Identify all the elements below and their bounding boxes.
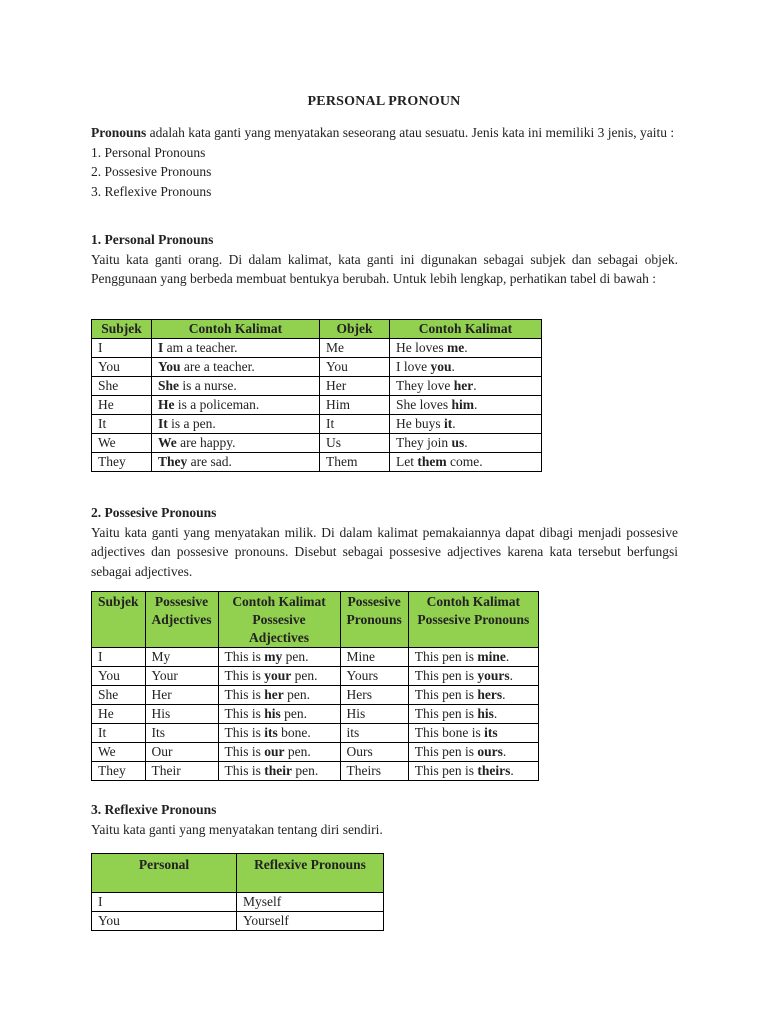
table-cell <box>408 648 538 667</box>
table-cell <box>340 743 408 762</box>
table-cell <box>320 396 390 415</box>
table-cell <box>145 705 218 724</box>
section3-heading: 3. Reflexive Pronouns <box>91 802 217 817</box>
table-cell <box>340 724 408 743</box>
table-cell <box>145 667 218 686</box>
cell-text: This is <box>224 649 265 664</box>
table-header-cell: Reflexive Pronouns <box>237 854 384 893</box>
bold-text: You <box>158 359 181 374</box>
intro-lead-text: adalah kata ganti yang menyatakan seseorang atau sesuatu. Jenis kata ini memiliki 3 jenis, yaitu : <box>146 125 675 140</box>
table-header-cell: Possesive Adjectives <box>145 592 218 648</box>
table-row <box>92 705 539 724</box>
table-row <box>92 667 539 686</box>
cell-text: I <box>98 649 103 664</box>
table-cell <box>152 358 320 377</box>
cell-text: She <box>98 378 119 393</box>
table-row <box>92 453 542 472</box>
cell-text: Hers <box>346 687 373 702</box>
section2-text: Yaitu kata ganti yang menyatakan milik. Di dalam kalimat pemakaiannya dapat dibagi menjadi possesive adjectives dan possesive pronouns. Disebut sebagai possesive adjectives karena kata tersebut berfungsi sebagai adjectives. <box>91 524 678 579</box>
cell-text: Its <box>151 725 166 740</box>
cell-text: They <box>98 763 126 778</box>
cell-text: He buys <box>396 416 444 431</box>
table-cell <box>408 705 538 724</box>
table-cell <box>218 724 340 743</box>
table-row <box>92 743 539 762</box>
table-row <box>92 358 542 377</box>
personal-pronouns-table <box>91 319 542 472</box>
cell-text: You <box>98 668 120 683</box>
cell-text: . <box>474 397 478 412</box>
table-cell <box>408 743 538 762</box>
bold-text: us <box>451 435 465 450</box>
table-cell <box>92 724 146 743</box>
cell-text: You <box>326 359 348 374</box>
table-cell <box>340 762 408 781</box>
bold-text: ours <box>477 744 503 759</box>
table-cell <box>152 377 320 396</box>
cell-text: pen. <box>282 649 309 664</box>
table-cell <box>390 358 542 377</box>
table-cell <box>320 453 390 472</box>
cell-text: . <box>464 435 468 450</box>
bold-text: his <box>264 706 281 721</box>
bold-text: mine <box>477 649 506 664</box>
table-cell <box>92 434 152 453</box>
table-header-cell: Contoh Kalimat Possesive Adjectives <box>218 592 340 648</box>
table-cell <box>92 743 146 762</box>
table-cell <box>320 339 390 358</box>
cell-text: are a teacher. <box>180 359 255 374</box>
table-cell <box>390 434 542 453</box>
bold-text: him <box>451 397 475 412</box>
cell-text: . <box>502 687 506 702</box>
cell-text: Let <box>396 454 418 469</box>
cell-text: Their <box>151 763 181 778</box>
table-cell <box>320 415 390 434</box>
list-item: 3. Reflexive Pronouns <box>91 183 212 199</box>
cell-text: is a pen. <box>167 416 216 431</box>
cell-text: She loves <box>396 397 452 412</box>
cell-text: I <box>98 894 103 909</box>
cell-text: This is <box>224 763 265 778</box>
table-row <box>92 396 542 415</box>
cell-text: You <box>98 359 120 374</box>
table-header-row <box>92 592 539 648</box>
table-cell <box>340 667 408 686</box>
cell-text: Theirs <box>346 763 382 778</box>
bold-text: its <box>484 725 498 740</box>
cell-text: . <box>509 668 514 683</box>
cell-text: . <box>505 649 510 664</box>
table-cell <box>218 667 340 686</box>
bold-text: it <box>444 416 453 431</box>
table-header-cell: Contoh Kalimat Possesive Pronouns <box>408 592 538 648</box>
section2-heading: 2. Possesive Pronouns <box>91 505 217 520</box>
bold-text: their <box>264 763 293 778</box>
table-header-cell: Contoh Kalimat <box>390 320 542 339</box>
cell-text: its <box>346 725 360 740</box>
bold-text: me <box>447 340 465 355</box>
table-header-cell: Subjek <box>92 592 146 648</box>
table-cell <box>152 415 320 434</box>
table-row <box>92 415 542 434</box>
page-title: PERSONAL PRONOUN <box>307 94 461 109</box>
table-row <box>92 724 539 743</box>
cell-text: This is <box>224 744 265 759</box>
cell-text: His <box>151 706 171 721</box>
table-cell <box>390 339 542 358</box>
cell-text: We <box>98 435 116 450</box>
cell-text: Ours <box>346 744 373 759</box>
cell-text: It <box>326 416 335 431</box>
bold-text: We <box>158 435 177 450</box>
intro-block <box>91 123 678 201</box>
table-cell <box>218 743 340 762</box>
intro-lead-bold: Pronouns <box>91 125 147 140</box>
cell-text: pen. <box>284 744 311 759</box>
cell-text: . <box>510 763 514 778</box>
table-cell <box>145 686 218 705</box>
cell-text: This is <box>224 687 265 702</box>
cell-text: It <box>98 725 107 740</box>
bold-text: them <box>417 454 447 469</box>
bold-text: They <box>158 454 188 469</box>
cell-text: Her <box>326 378 347 393</box>
table-row <box>92 648 539 667</box>
cell-text: This is <box>224 725 265 740</box>
table-cell <box>390 396 542 415</box>
section1-text: Yaitu kata ganti orang. Di dalam kalimat, kata ganti ini digunakan sebagai subjek dan sebagai objek. Penggunaan yang berbeda membuat bentukya berubah. Untuk lebih lengkap, perhatikan tabel di bawah : <box>91 251 678 286</box>
bold-text: He <box>158 397 175 412</box>
table-cell <box>92 912 237 931</box>
bold-text: hers <box>477 687 503 702</box>
table-header-row <box>92 320 542 339</box>
cell-text: pen. <box>291 668 318 683</box>
cell-text: Yourself <box>243 913 289 928</box>
cell-text: are happy. <box>176 435 236 450</box>
cell-text: This pen is <box>414 706 478 721</box>
cell-text: His <box>346 706 366 721</box>
cell-text: am a teacher. <box>163 340 238 355</box>
cell-text: is a policeman. <box>174 397 260 412</box>
cell-text: My <box>151 649 171 664</box>
table-cell <box>340 648 408 667</box>
table-row <box>92 434 542 453</box>
cell-text: They join <box>396 435 452 450</box>
cell-text: Me <box>326 340 344 355</box>
table-row <box>92 339 542 358</box>
table-cell <box>92 667 146 686</box>
cell-text: . <box>473 378 477 393</box>
table-cell <box>320 434 390 453</box>
cell-text: This bone is <box>414 725 485 740</box>
table-cell <box>390 415 542 434</box>
cell-text: I love <box>396 359 431 374</box>
cell-text: pen. <box>292 763 319 778</box>
table-cell <box>390 453 542 472</box>
cell-text: This pen is <box>414 649 478 664</box>
cell-text: I <box>98 340 103 355</box>
bold-text: your <box>264 668 292 683</box>
section3-block <box>91 800 678 839</box>
table-cell <box>92 705 146 724</box>
bold-text: She <box>158 378 180 393</box>
table-cell <box>218 686 340 705</box>
table-cell <box>152 396 320 415</box>
bold-text: its <box>264 725 278 740</box>
cell-text: are sad. <box>187 454 232 469</box>
table-header-cell: Possesive Pronouns <box>340 592 408 648</box>
section1-heading: 1. Personal Pronouns <box>91 232 214 247</box>
table-cell <box>92 415 152 434</box>
intro-paragraph <box>91 123 678 143</box>
table-cell <box>145 724 218 743</box>
table-cell <box>145 743 218 762</box>
bold-text: It <box>158 416 168 431</box>
cell-text: Your <box>151 668 178 683</box>
table-cell <box>237 893 384 912</box>
list-item: 1. Personal Pronouns <box>91 144 206 160</box>
table-cell <box>408 724 538 743</box>
cell-text: pen. <box>280 706 308 721</box>
section2-block <box>91 503 678 581</box>
bold-text: you <box>430 359 452 374</box>
table-cell <box>92 358 152 377</box>
cell-text: Myself <box>243 894 282 909</box>
table-cell <box>237 912 384 931</box>
table-cell <box>408 686 538 705</box>
table-header-cell: Personal <box>92 854 237 893</box>
section3-text: Yaitu kata ganti yang menyatakan tentang diri sendiri. <box>91 821 383 837</box>
cell-text: They <box>98 454 126 469</box>
cell-text: Her <box>151 687 172 702</box>
table-cell <box>390 377 542 396</box>
cell-text: This pen is <box>414 763 478 778</box>
bold-text: theirs <box>477 763 511 778</box>
cell-text: He loves <box>396 340 447 355</box>
cell-text: Yours <box>346 668 379 683</box>
table-row <box>92 377 542 396</box>
table-cell <box>408 762 538 781</box>
section1-block <box>91 230 678 289</box>
bold-text: I <box>158 340 164 355</box>
table-cell <box>145 648 218 667</box>
cell-text: . <box>452 416 456 431</box>
cell-text: This pen is <box>414 744 478 759</box>
bold-text: her <box>453 378 474 393</box>
table-cell <box>218 648 340 667</box>
cell-text: come. <box>446 454 483 469</box>
table-cell <box>92 686 146 705</box>
cell-text: bone. <box>277 725 311 740</box>
cell-text: We <box>98 744 116 759</box>
cell-text: . <box>502 744 507 759</box>
table-cell <box>92 453 152 472</box>
cell-text: . <box>493 706 498 721</box>
cell-text: This is <box>224 706 265 721</box>
cell-text: It <box>98 416 107 431</box>
cell-text: You <box>98 913 120 928</box>
table-row <box>92 893 384 912</box>
cell-text: This pen is <box>414 687 478 702</box>
table-cell <box>92 339 152 358</box>
table-cell <box>320 377 390 396</box>
possesive-pronouns-table <box>91 591 539 781</box>
cell-text: Them <box>326 454 358 469</box>
table-cell <box>152 434 320 453</box>
table-row <box>92 912 384 931</box>
bold-text: our <box>264 744 285 759</box>
bold-text: his <box>477 706 494 721</box>
table-cell <box>152 453 320 472</box>
table-header-row <box>92 854 384 893</box>
list-item: 2. Possesive Pronouns <box>91 164 212 179</box>
table-cell <box>92 762 146 781</box>
cell-text: is a nurse. <box>179 378 237 393</box>
cell-text: She <box>98 687 119 702</box>
table-header-cell: Contoh Kalimat <box>152 320 320 339</box>
table-cell <box>92 648 146 667</box>
table-row <box>92 686 539 705</box>
bold-text: my <box>264 649 283 664</box>
cell-text: He <box>98 706 114 721</box>
cell-text: This is <box>224 668 265 683</box>
table-cell <box>145 762 218 781</box>
cell-text: . <box>464 340 468 355</box>
table-header-cell: Subjek <box>92 320 152 339</box>
table-cell <box>340 686 408 705</box>
table-cell <box>92 893 237 912</box>
cell-text: . <box>451 359 455 374</box>
table-cell <box>218 705 340 724</box>
cell-text: Him <box>326 397 351 412</box>
table-cell <box>408 667 538 686</box>
bold-text: her <box>264 687 284 702</box>
cell-text: pen. <box>283 687 311 702</box>
table-row <box>92 762 539 781</box>
reflexive-pronouns-table <box>91 853 384 931</box>
table-cell <box>218 762 340 781</box>
table-cell <box>152 339 320 358</box>
cell-text: He <box>98 397 114 412</box>
cell-text: Mine <box>346 649 376 664</box>
cell-text: They love <box>396 378 454 393</box>
bold-text: yours <box>477 668 510 683</box>
table-header-cell: Objek <box>320 320 390 339</box>
table-cell <box>92 396 152 415</box>
cell-text: Our <box>151 744 173 759</box>
cell-text: Us <box>326 435 342 450</box>
cell-text: This pen is <box>414 668 478 683</box>
table-cell <box>320 358 390 377</box>
table-cell <box>92 377 152 396</box>
table-cell <box>340 705 408 724</box>
